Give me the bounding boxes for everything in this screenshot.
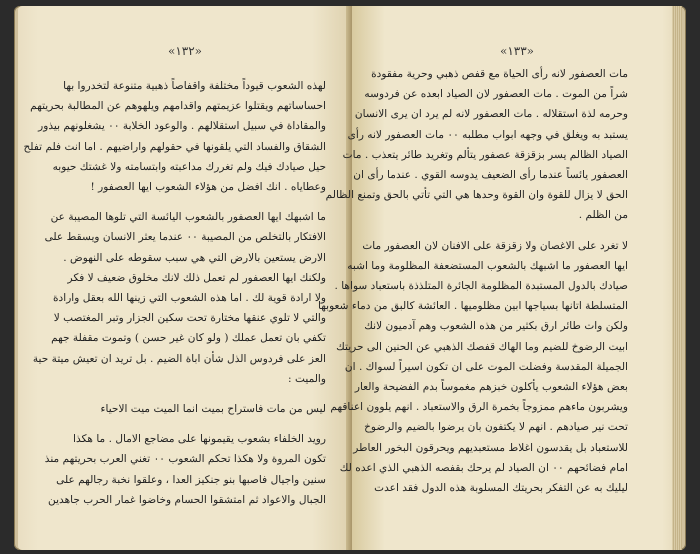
text-line: الافتكار بالتخلص من المصيبة ٠٠ عندما يعثر الانسان ويسقط على [44, 231, 326, 244]
text-line: ايها العصفور ما اشبهك بالشعوب المستضعفة المظلومة وما اشبه [347, 259, 628, 272]
text-line: حيل صيادك فيك ولم تغررك مداعبته وابتسامته ولا غشتك حيوبه [52, 160, 326, 173]
text-line: مات العصفور لانه رأى الحياة مع قفص ذهبي وحرية مفقودة [371, 68, 628, 80]
paragraph-gap [382, 226, 628, 236]
text-line: احساساتهم ويقتلوا عزيمتهم واقدامهم ويلهوهم عن المطالبة بحريتهم [30, 100, 326, 113]
text-line: الارض يستعين بالارض التي هي سبب سقوطه على النهوض . [63, 251, 326, 264]
left-page-text [23, 76, 326, 510]
text-line: يستبد به ويغلق في وجهه ابواب مطلبه ٠٠ مات العصفور لانه رأى [347, 128, 628, 141]
page-number-left: «١٣٢» [167, 44, 203, 58]
text-line: رويد الخلفاء بشعوب يقيمونها على مضاجع الامال . ما هكذا [73, 433, 326, 446]
text-line: صيادك بالدول المستبدة المظلومة الجائرة المتلذذة باستعباد سواها . [334, 280, 628, 293]
text-line: الجبال والاعواد ثم امتشقوا الحسام وخاضوا غمار الحرب جاهدين [48, 493, 326, 506]
text-line: شراً من الموت . مات العصفور لان الصياد ابعده عن فردوسه [364, 88, 628, 101]
text-line: بعض هؤلاء الشعوب يأكلون خبزهم مغموساً بدم الفضيحة والعار [354, 381, 628, 394]
open-book [14, 6, 686, 550]
text-line: سنين واجيال فاصبها بنو جنكيز العدا ، وعلقوا نخبة رجالهم على [56, 473, 326, 486]
text-line: ابيت الرضوخ للضيم وما الهاك قفصك الذهبي عن الحنين الى حريتك [336, 340, 628, 353]
text-line: لا تغرد على الاغصان ولا زقزقة على الافنان لان العصفور مات [362, 239, 628, 252]
text-line: تكون المروة ولا هكذا تحكم الشعوب ٠٠ تغني العرب بحريتهم منذ [44, 453, 326, 466]
text-line: الصياد الظالم يسر بزقزقة عصفور يتألم وتغريد طائر يتعذب . مات [342, 148, 628, 161]
text-line: ليس من مات فاستراح بميت انما الميت ميت الاحياء [100, 403, 326, 416]
paragraph-gap [80, 419, 326, 429]
right-page [318, 6, 682, 550]
text-line: والميت : [288, 372, 326, 385]
text-line: ويشربون ماءهم ممزوجاً بخمرة الرق والاستعباد . انهم يلوون اعناقهم [330, 401, 628, 414]
text-line: للاستعباد بل يقدسون اغلاط مستعبديهم ويحرقون البخور العاطر [353, 441, 628, 454]
text-line: وعطاياه . انك افضل من هؤلاء الشعوب ايها العصفور ! [90, 181, 326, 194]
text-line: العصفور يائساً عندما رأى الضعيف يدوسه القوي . عندما رأى ان [353, 169, 628, 182]
text-line: والمقاداة في سبيل استقلالهم . والوعود الخلابة ٠٠ يشغلونهم بيذور [38, 120, 326, 133]
page-number-right: «١٣٣» [499, 44, 535, 58]
text-line: العز على فردوس الذل شأن اباة الضيم . بل تريد ان تعيش ميتة حية [32, 352, 326, 365]
right-page-text [318, 64, 628, 498]
text-line: ما اشبهك ايها العصفور بالشعوب اليائسة التي تلوها المصيبة عن [50, 211, 326, 224]
paragraph-gap [80, 197, 326, 207]
text-line: الشقاق والفساد التي يلقونها في حقولهم واراضيهم . اما انت فلم تفلح [23, 140, 326, 153]
text-line: تحت نير صيادهم . انهم لا يكتفون بان يرضوا بالضيم والرضوخ [364, 421, 628, 434]
text-line: امام فضائحهم ٠٠ ان الصياد لم يرحك بقفصه الذهبي الذي اعده لك [339, 461, 628, 474]
text-line: ولكنك ايها العصفور لم تعمل ذلك لانك مخلوق ضعيف لا فكر [67, 271, 326, 284]
text-line: لهذه الشعوب قيوداً مختلفة واقفاصاً ذهبية متنوعة لتخدروا بها [63, 80, 326, 92]
text-line: ليليك به عن التفكر بحريتك المسلوبة هذه الدول فقد اعدت [374, 482, 628, 495]
text-line: ولا ارادة قوية لك . اما هذه الشعوب التي زينها الله بعقل وارادة [52, 292, 326, 305]
text-line: ولكن وات طائر ارق بكثير من هذه الشعوب وهم آدميون لانك [364, 320, 628, 333]
paragraph-gap [80, 389, 326, 399]
left-page [18, 6, 352, 550]
text-line: والتي لا تلوي عنقها مختارة تحت سكين الجزار وتبر المغتصب لا [53, 312, 326, 325]
text-line: الحق لا يزال للقوة وان القوة وحدها هي التي تأتي بالحق وتمنع الظالم [325, 189, 628, 202]
text-line: من الظلم . [578, 209, 628, 222]
text-line: وحرمه لذة استقلاله . مات العصفور لانه لم يرد ان يرى الانسان [354, 108, 628, 121]
text-line: الجميلة المقدسة وفضلت الموت على ان تكون اسيراً لسواك . ان [344, 360, 628, 373]
text-line: المتسلطة اتانها بسياجها ابين مظلوميها . العائشة كالبق من دماء شعوبها [318, 300, 628, 313]
page-edges [672, 6, 682, 550]
text-line: تكفي بان تعمل عملك ( ولو كان غير حسن ) وتموت مقفلة جهم [51, 332, 326, 345]
